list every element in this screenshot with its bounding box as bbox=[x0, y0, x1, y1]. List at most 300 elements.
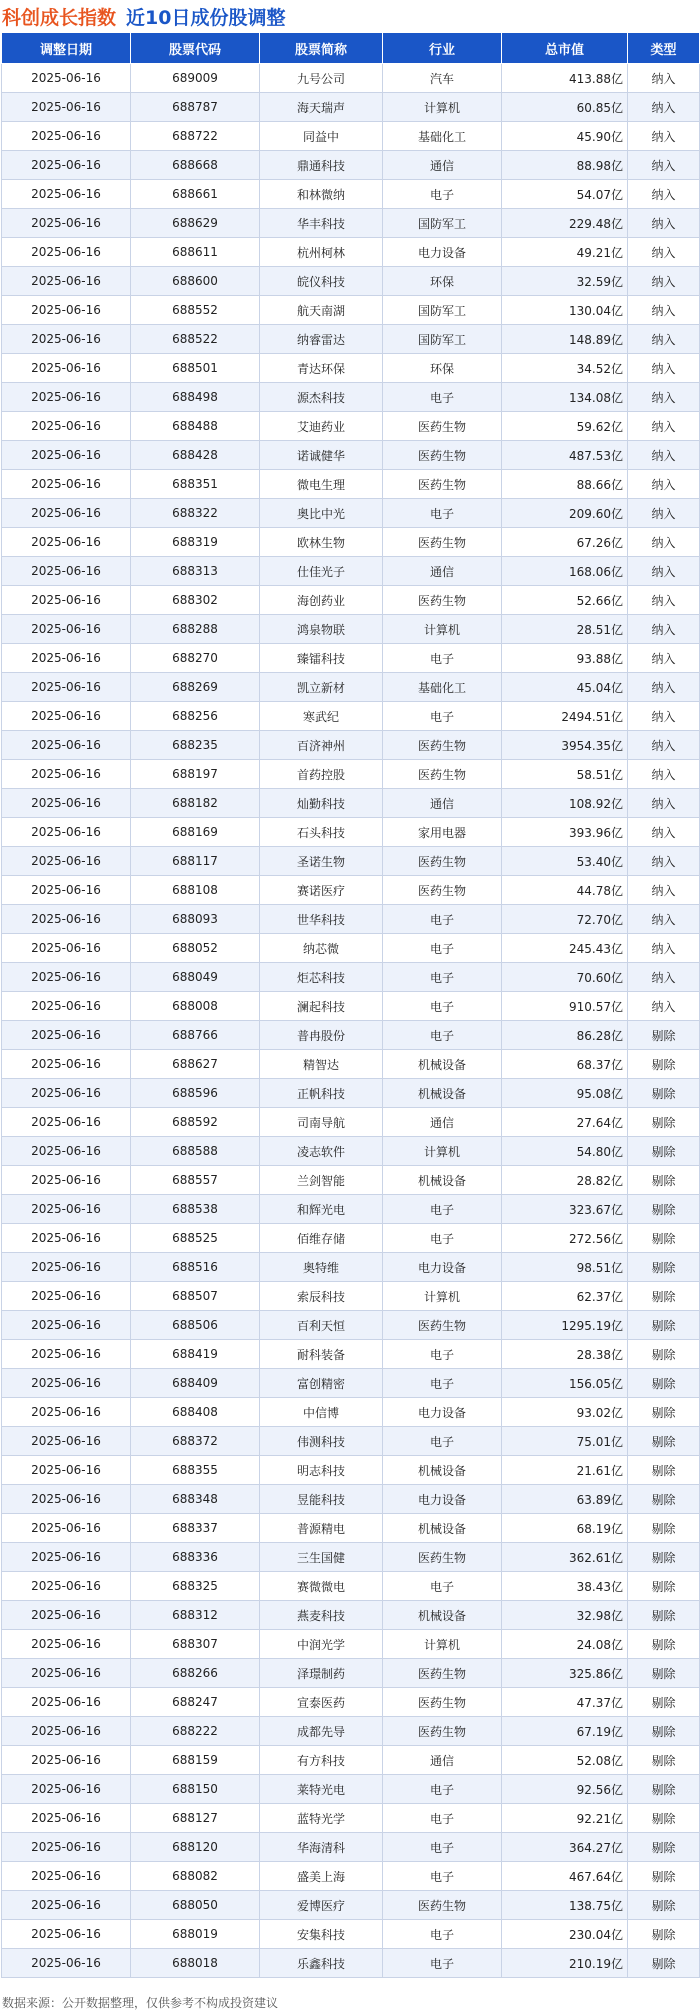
cell-name: 鼎通科技 bbox=[260, 151, 383, 180]
cell-type: 剔除 bbox=[628, 1717, 700, 1746]
cell-market-cap: 47.37亿 bbox=[502, 1688, 628, 1717]
cell-name: 盛美上海 bbox=[260, 1862, 383, 1891]
cell-name: 青达环保 bbox=[260, 354, 383, 383]
cell-date: 2025-06-16 bbox=[2, 615, 131, 644]
cell-type: 纳入 bbox=[628, 789, 700, 818]
cell-type: 剔除 bbox=[628, 1050, 700, 1079]
index-name: 科创成长指数 bbox=[2, 6, 117, 29]
cell-code: 688159 bbox=[131, 1746, 260, 1775]
cell-date: 2025-06-16 bbox=[2, 731, 131, 760]
table-row bbox=[2, 731, 700, 760]
cell-market-cap: 92.56亿 bbox=[502, 1775, 628, 1804]
cell-industry: 计算机 bbox=[383, 1630, 502, 1659]
cell-market-cap: 60.85亿 bbox=[502, 93, 628, 122]
table-row bbox=[2, 1311, 700, 1340]
cell-industry: 电子 bbox=[383, 1949, 502, 1978]
cell-industry: 电子 bbox=[383, 1804, 502, 1833]
table-row bbox=[2, 412, 700, 441]
cell-name: 赛微微电 bbox=[260, 1572, 383, 1601]
cell-date: 2025-06-16 bbox=[2, 1137, 131, 1166]
cell-code: 688372 bbox=[131, 1427, 260, 1456]
cell-date: 2025-06-16 bbox=[2, 1659, 131, 1688]
cell-type: 纳入 bbox=[628, 905, 700, 934]
cell-name: 海天瑞声 bbox=[260, 93, 383, 122]
cell-industry: 医药生物 bbox=[383, 1688, 502, 1717]
cell-type: 剔除 bbox=[628, 1137, 700, 1166]
cell-code: 688766 bbox=[131, 1021, 260, 1050]
cell-market-cap: 362.61亿 bbox=[502, 1543, 628, 1572]
cell-date: 2025-06-16 bbox=[2, 557, 131, 586]
cell-industry: 机械设备 bbox=[383, 1601, 502, 1630]
table-row bbox=[2, 238, 700, 267]
cell-type: 剔除 bbox=[628, 1543, 700, 1572]
cell-date: 2025-06-16 bbox=[2, 1311, 131, 1340]
cell-industry: 电子 bbox=[383, 963, 502, 992]
table-row bbox=[2, 1833, 700, 1862]
cell-type: 剔除 bbox=[628, 1485, 700, 1514]
table-row bbox=[2, 963, 700, 992]
cell-industry: 医药生物 bbox=[383, 441, 502, 470]
cell-code: 688008 bbox=[131, 992, 260, 1021]
cell-name: 源杰科技 bbox=[260, 383, 383, 412]
table-row bbox=[2, 1456, 700, 1485]
cell-type: 纳入 bbox=[628, 180, 700, 209]
cell-type: 剔除 bbox=[628, 1891, 700, 1920]
cell-code: 688428 bbox=[131, 441, 260, 470]
cell-market-cap: 63.89亿 bbox=[502, 1485, 628, 1514]
cell-type: 纳入 bbox=[628, 876, 700, 905]
cell-code: 688052 bbox=[131, 934, 260, 963]
cell-industry: 电子 bbox=[383, 702, 502, 731]
cell-date: 2025-06-16 bbox=[2, 1050, 131, 1079]
cell-market-cap: 910.57亿 bbox=[502, 992, 628, 1021]
cell-market-cap: 245.43亿 bbox=[502, 934, 628, 963]
cell-code: 688269 bbox=[131, 673, 260, 702]
cell-type: 剔除 bbox=[628, 1427, 700, 1456]
cell-code: 688488 bbox=[131, 412, 260, 441]
cell-industry: 电力设备 bbox=[383, 1398, 502, 1427]
cell-market-cap: 325.86亿 bbox=[502, 1659, 628, 1688]
cell-date: 2025-06-16 bbox=[2, 122, 131, 151]
cell-type: 纳入 bbox=[628, 731, 700, 760]
cell-industry: 医药生物 bbox=[383, 470, 502, 499]
cell-market-cap: 393.96亿 bbox=[502, 818, 628, 847]
cell-market-cap: 62.37亿 bbox=[502, 1282, 628, 1311]
table-row bbox=[2, 267, 700, 296]
cell-market-cap: 86.28亿 bbox=[502, 1021, 628, 1050]
cell-code: 688538 bbox=[131, 1195, 260, 1224]
cell-type: 剔除 bbox=[628, 1369, 700, 1398]
cell-code: 688019 bbox=[131, 1920, 260, 1949]
cell-market-cap: 130.04亿 bbox=[502, 296, 628, 325]
cell-industry: 电子 bbox=[383, 180, 502, 209]
table-row bbox=[2, 818, 700, 847]
cell-type: 纳入 bbox=[628, 615, 700, 644]
cell-type: 剔除 bbox=[628, 1746, 700, 1775]
cell-code: 688127 bbox=[131, 1804, 260, 1833]
cell-date: 2025-06-16 bbox=[2, 760, 131, 789]
cell-market-cap: 44.78亿 bbox=[502, 876, 628, 905]
table-row bbox=[2, 383, 700, 412]
cell-market-cap: 88.98亿 bbox=[502, 151, 628, 180]
cell-date: 2025-06-16 bbox=[2, 1398, 131, 1427]
cell-type: 纳入 bbox=[628, 586, 700, 615]
cell-name: 富创精密 bbox=[260, 1369, 383, 1398]
cell-name: 仕佳光子 bbox=[260, 557, 383, 586]
cell-market-cap: 24.08亿 bbox=[502, 1630, 628, 1659]
cell-market-cap: 148.89亿 bbox=[502, 325, 628, 354]
table-row bbox=[2, 1427, 700, 1456]
cell-type: 纳入 bbox=[628, 818, 700, 847]
cell-market-cap: 134.08亿 bbox=[502, 383, 628, 412]
table-row bbox=[2, 1572, 700, 1601]
cell-code: 688312 bbox=[131, 1601, 260, 1630]
cell-code: 688611 bbox=[131, 238, 260, 267]
cell-date: 2025-06-16 bbox=[2, 354, 131, 383]
cell-name: 兰剑智能 bbox=[260, 1166, 383, 1195]
table-row bbox=[2, 934, 700, 963]
cell-name: 百济神州 bbox=[260, 731, 383, 760]
cell-date: 2025-06-16 bbox=[2, 209, 131, 238]
table-row bbox=[2, 1195, 700, 1224]
table-row bbox=[2, 760, 700, 789]
cell-name: 鸿泉物联 bbox=[260, 615, 383, 644]
cell-market-cap: 68.37亿 bbox=[502, 1050, 628, 1079]
cell-industry: 家用电器 bbox=[383, 818, 502, 847]
cell-date: 2025-06-16 bbox=[2, 1427, 131, 1456]
cell-date: 2025-06-16 bbox=[2, 1108, 131, 1137]
table-row bbox=[2, 354, 700, 383]
table-row bbox=[2, 1485, 700, 1514]
cell-market-cap: 52.08亿 bbox=[502, 1746, 628, 1775]
cell-code: 688182 bbox=[131, 789, 260, 818]
cell-date: 2025-06-16 bbox=[2, 789, 131, 818]
cell-type: 剔除 bbox=[628, 1195, 700, 1224]
cell-type: 剔除 bbox=[628, 1804, 700, 1833]
cell-code: 688522 bbox=[131, 325, 260, 354]
cell-market-cap: 34.52亿 bbox=[502, 354, 628, 383]
table-row bbox=[2, 615, 700, 644]
cell-market-cap: 413.88亿 bbox=[502, 64, 628, 93]
table-row bbox=[2, 789, 700, 818]
cell-name: 安集科技 bbox=[260, 1920, 383, 1949]
cell-date: 2025-06-16 bbox=[2, 528, 131, 557]
table-row bbox=[2, 1659, 700, 1688]
cell-name: 欧林生物 bbox=[260, 528, 383, 557]
cell-code: 688501 bbox=[131, 354, 260, 383]
cell-market-cap: 49.21亿 bbox=[502, 238, 628, 267]
cell-market-cap: 59.62亿 bbox=[502, 412, 628, 441]
cell-name: 凌志软件 bbox=[260, 1137, 383, 1166]
table-row bbox=[2, 528, 700, 557]
cell-date: 2025-06-16 bbox=[2, 644, 131, 673]
table-row bbox=[2, 296, 700, 325]
cell-industry: 国防军工 bbox=[383, 209, 502, 238]
cell-type: 纳入 bbox=[628, 934, 700, 963]
table-row bbox=[2, 1601, 700, 1630]
cell-date: 2025-06-16 bbox=[2, 1021, 131, 1050]
cell-market-cap: 45.90亿 bbox=[502, 122, 628, 151]
cell-name: 凯立新材 bbox=[260, 673, 383, 702]
table-row bbox=[2, 1224, 700, 1253]
cell-market-cap: 467.64亿 bbox=[502, 1862, 628, 1891]
cell-date: 2025-06-16 bbox=[2, 441, 131, 470]
table-row bbox=[2, 644, 700, 673]
cell-date: 2025-06-16 bbox=[2, 586, 131, 615]
column-header-market-cap: 总市值 bbox=[502, 33, 628, 64]
cell-name: 寒武纪 bbox=[260, 702, 383, 731]
cell-market-cap: 487.53亿 bbox=[502, 441, 628, 470]
cell-industry: 医药生物 bbox=[383, 847, 502, 876]
table-row bbox=[2, 64, 700, 93]
cell-name: 泽璟制药 bbox=[260, 1659, 383, 1688]
cell-type: 纳入 bbox=[628, 64, 700, 93]
cell-type: 剔除 bbox=[628, 1166, 700, 1195]
cell-code: 688093 bbox=[131, 905, 260, 934]
cell-date: 2025-06-16 bbox=[2, 1079, 131, 1108]
cell-code: 688355 bbox=[131, 1456, 260, 1485]
cell-date: 2025-06-16 bbox=[2, 93, 131, 122]
cell-industry: 医药生物 bbox=[383, 731, 502, 760]
cell-industry: 计算机 bbox=[383, 93, 502, 122]
cell-industry: 计算机 bbox=[383, 615, 502, 644]
cell-date: 2025-06-16 bbox=[2, 702, 131, 731]
cell-market-cap: 108.92亿 bbox=[502, 789, 628, 818]
cell-name: 正帆科技 bbox=[260, 1079, 383, 1108]
cell-industry: 机械设备 bbox=[383, 1166, 502, 1195]
cell-industry: 环保 bbox=[383, 354, 502, 383]
cell-date: 2025-06-16 bbox=[2, 818, 131, 847]
cell-market-cap: 323.67亿 bbox=[502, 1195, 628, 1224]
cell-industry: 电子 bbox=[383, 1369, 502, 1398]
table-row bbox=[2, 209, 700, 238]
cell-type: 剔除 bbox=[628, 1079, 700, 1108]
cell-industry: 电子 bbox=[383, 644, 502, 673]
table-body bbox=[2, 64, 700, 1978]
cell-date: 2025-06-16 bbox=[2, 151, 131, 180]
table-row bbox=[2, 1949, 700, 1978]
cell-industry: 机械设备 bbox=[383, 1050, 502, 1079]
cell-code: 688525 bbox=[131, 1224, 260, 1253]
table-row bbox=[2, 1775, 700, 1804]
cell-market-cap: 28.38亿 bbox=[502, 1340, 628, 1369]
cell-code: 688322 bbox=[131, 499, 260, 528]
cell-name: 索辰科技 bbox=[260, 1282, 383, 1311]
table-row bbox=[2, 1630, 700, 1659]
cell-industry: 电子 bbox=[383, 1572, 502, 1601]
cell-type: 剔除 bbox=[628, 1311, 700, 1340]
cell-name: 纳芯微 bbox=[260, 934, 383, 963]
cell-name: 艾迪药业 bbox=[260, 412, 383, 441]
cell-type: 纳入 bbox=[628, 267, 700, 296]
cell-code: 688082 bbox=[131, 1862, 260, 1891]
cell-name: 司南导航 bbox=[260, 1108, 383, 1137]
cell-industry: 医药生物 bbox=[383, 528, 502, 557]
cell-code: 688313 bbox=[131, 557, 260, 586]
cell-name: 石头科技 bbox=[260, 818, 383, 847]
table-row bbox=[2, 1340, 700, 1369]
cell-industry: 通信 bbox=[383, 1108, 502, 1137]
cell-type: 纳入 bbox=[628, 325, 700, 354]
cell-market-cap: 67.19亿 bbox=[502, 1717, 628, 1746]
cell-name: 耐科装备 bbox=[260, 1340, 383, 1369]
cell-name: 伟测科技 bbox=[260, 1427, 383, 1456]
cell-market-cap: 210.19亿 bbox=[502, 1949, 628, 1978]
cell-industry: 电子 bbox=[383, 1833, 502, 1862]
cell-type: 纳入 bbox=[628, 354, 700, 383]
column-header-type: 类型 bbox=[628, 33, 700, 64]
cell-name: 乐鑫科技 bbox=[260, 1949, 383, 1978]
cell-market-cap: 156.05亿 bbox=[502, 1369, 628, 1398]
table-row bbox=[2, 1891, 700, 1920]
cell-date: 2025-06-16 bbox=[2, 992, 131, 1021]
table-row bbox=[2, 1253, 700, 1282]
cell-code: 688018 bbox=[131, 1949, 260, 1978]
cell-market-cap: 364.27亿 bbox=[502, 1833, 628, 1862]
cell-market-cap: 75.01亿 bbox=[502, 1427, 628, 1456]
cell-industry: 电子 bbox=[383, 1920, 502, 1949]
cell-type: 纳入 bbox=[628, 760, 700, 789]
cell-date: 2025-06-16 bbox=[2, 1630, 131, 1659]
cell-date: 2025-06-16 bbox=[2, 267, 131, 296]
cell-date: 2025-06-16 bbox=[2, 1224, 131, 1253]
cell-name: 燕麦科技 bbox=[260, 1601, 383, 1630]
cell-industry: 电子 bbox=[383, 992, 502, 1021]
cell-type: 剔除 bbox=[628, 1340, 700, 1369]
cell-type: 纳入 bbox=[628, 383, 700, 412]
cell-industry: 机械设备 bbox=[383, 1456, 502, 1485]
cell-code: 688348 bbox=[131, 1485, 260, 1514]
cell-name: 同益中 bbox=[260, 122, 383, 151]
table-row bbox=[2, 1050, 700, 1079]
column-header-name: 股票简称 bbox=[260, 33, 383, 64]
cell-date: 2025-06-16 bbox=[2, 1804, 131, 1833]
table-row bbox=[2, 1920, 700, 1949]
table-row bbox=[2, 325, 700, 354]
cell-industry: 医药生物 bbox=[383, 760, 502, 789]
cell-name: 和辉光电 bbox=[260, 1195, 383, 1224]
cell-market-cap: 70.60亿 bbox=[502, 963, 628, 992]
cell-type: 剔除 bbox=[628, 1949, 700, 1978]
cell-industry: 国防军工 bbox=[383, 325, 502, 354]
cell-industry: 医药生物 bbox=[383, 1659, 502, 1688]
cell-market-cap: 32.98亿 bbox=[502, 1601, 628, 1630]
cell-date: 2025-06-16 bbox=[2, 905, 131, 934]
cell-name: 圣诺生物 bbox=[260, 847, 383, 876]
cell-code: 688351 bbox=[131, 470, 260, 499]
cell-code: 688557 bbox=[131, 1166, 260, 1195]
cell-industry: 电子 bbox=[383, 1775, 502, 1804]
cell-market-cap: 95.08亿 bbox=[502, 1079, 628, 1108]
cell-date: 2025-06-16 bbox=[2, 1601, 131, 1630]
cell-date: 2025-06-16 bbox=[2, 1543, 131, 1572]
cell-type: 纳入 bbox=[628, 209, 700, 238]
cell-code: 688169 bbox=[131, 818, 260, 847]
cell-code: 688049 bbox=[131, 963, 260, 992]
cell-code: 688050 bbox=[131, 1891, 260, 1920]
cell-market-cap: 52.66亿 bbox=[502, 586, 628, 615]
table-row bbox=[2, 1688, 700, 1717]
cell-industry: 医药生物 bbox=[383, 1717, 502, 1746]
cell-date: 2025-06-16 bbox=[2, 847, 131, 876]
cell-market-cap: 72.70亿 bbox=[502, 905, 628, 934]
table-row bbox=[2, 499, 700, 528]
cell-code: 688627 bbox=[131, 1050, 260, 1079]
cell-code: 688507 bbox=[131, 1282, 260, 1311]
cell-industry: 基础化工 bbox=[383, 673, 502, 702]
cell-industry: 电子 bbox=[383, 1427, 502, 1456]
cell-market-cap: 93.88亿 bbox=[502, 644, 628, 673]
cell-market-cap: 32.59亿 bbox=[502, 267, 628, 296]
cell-type: 纳入 bbox=[628, 557, 700, 586]
cell-type: 纳入 bbox=[628, 441, 700, 470]
cell-code: 688120 bbox=[131, 1833, 260, 1862]
table-row bbox=[2, 1108, 700, 1137]
cell-market-cap: 38.43亿 bbox=[502, 1572, 628, 1601]
cell-name: 奥比中光 bbox=[260, 499, 383, 528]
cell-type: 剔除 bbox=[628, 1514, 700, 1543]
cell-market-cap: 272.56亿 bbox=[502, 1224, 628, 1253]
cell-date: 2025-06-16 bbox=[2, 1485, 131, 1514]
cell-name: 奥特维 bbox=[260, 1253, 383, 1282]
cell-market-cap: 67.26亿 bbox=[502, 528, 628, 557]
cell-type: 剔除 bbox=[628, 1572, 700, 1601]
cell-name: 航天南湖 bbox=[260, 296, 383, 325]
cell-type: 剔除 bbox=[628, 1862, 700, 1891]
cell-type: 剔除 bbox=[628, 1775, 700, 1804]
cell-code: 688336 bbox=[131, 1543, 260, 1572]
cell-industry: 电子 bbox=[383, 383, 502, 412]
cell-name: 臻镭科技 bbox=[260, 644, 383, 673]
cell-name: 赛诺医疗 bbox=[260, 876, 383, 905]
cell-date: 2025-06-16 bbox=[2, 963, 131, 992]
cell-code: 688197 bbox=[131, 760, 260, 789]
table-row bbox=[2, 1862, 700, 1891]
column-header-industry: 行业 bbox=[383, 33, 502, 64]
cell-name: 明志科技 bbox=[260, 1456, 383, 1485]
cell-type: 纳入 bbox=[628, 499, 700, 528]
cell-date: 2025-06-16 bbox=[2, 1746, 131, 1775]
cell-date: 2025-06-16 bbox=[2, 383, 131, 412]
cell-industry: 医药生物 bbox=[383, 1311, 502, 1340]
cell-type: 剔除 bbox=[628, 1456, 700, 1485]
cell-code: 688787 bbox=[131, 93, 260, 122]
cell-code: 688588 bbox=[131, 1137, 260, 1166]
cell-type: 剔除 bbox=[628, 1630, 700, 1659]
cell-code: 688150 bbox=[131, 1775, 260, 1804]
cell-name: 澜起科技 bbox=[260, 992, 383, 1021]
cell-name: 佰维存储 bbox=[260, 1224, 383, 1253]
cell-name: 首药控股 bbox=[260, 760, 383, 789]
cell-date: 2025-06-16 bbox=[2, 1572, 131, 1601]
cell-market-cap: 88.66亿 bbox=[502, 470, 628, 499]
cell-market-cap: 68.19亿 bbox=[502, 1514, 628, 1543]
cell-name: 百利天恒 bbox=[260, 1311, 383, 1340]
cell-code: 688629 bbox=[131, 209, 260, 238]
cell-name: 莱特光电 bbox=[260, 1775, 383, 1804]
cell-type: 纳入 bbox=[628, 122, 700, 151]
cell-date: 2025-06-16 bbox=[2, 673, 131, 702]
cell-industry: 国防军工 bbox=[383, 296, 502, 325]
cell-date: 2025-06-16 bbox=[2, 1920, 131, 1949]
cell-market-cap: 53.40亿 bbox=[502, 847, 628, 876]
page-title bbox=[0, 0, 700, 32]
cell-code: 688419 bbox=[131, 1340, 260, 1369]
constituent-adjustment-table bbox=[1, 32, 700, 1978]
cell-name: 中信博 bbox=[260, 1398, 383, 1427]
cell-market-cap: 27.64亿 bbox=[502, 1108, 628, 1137]
table-row bbox=[2, 1717, 700, 1746]
